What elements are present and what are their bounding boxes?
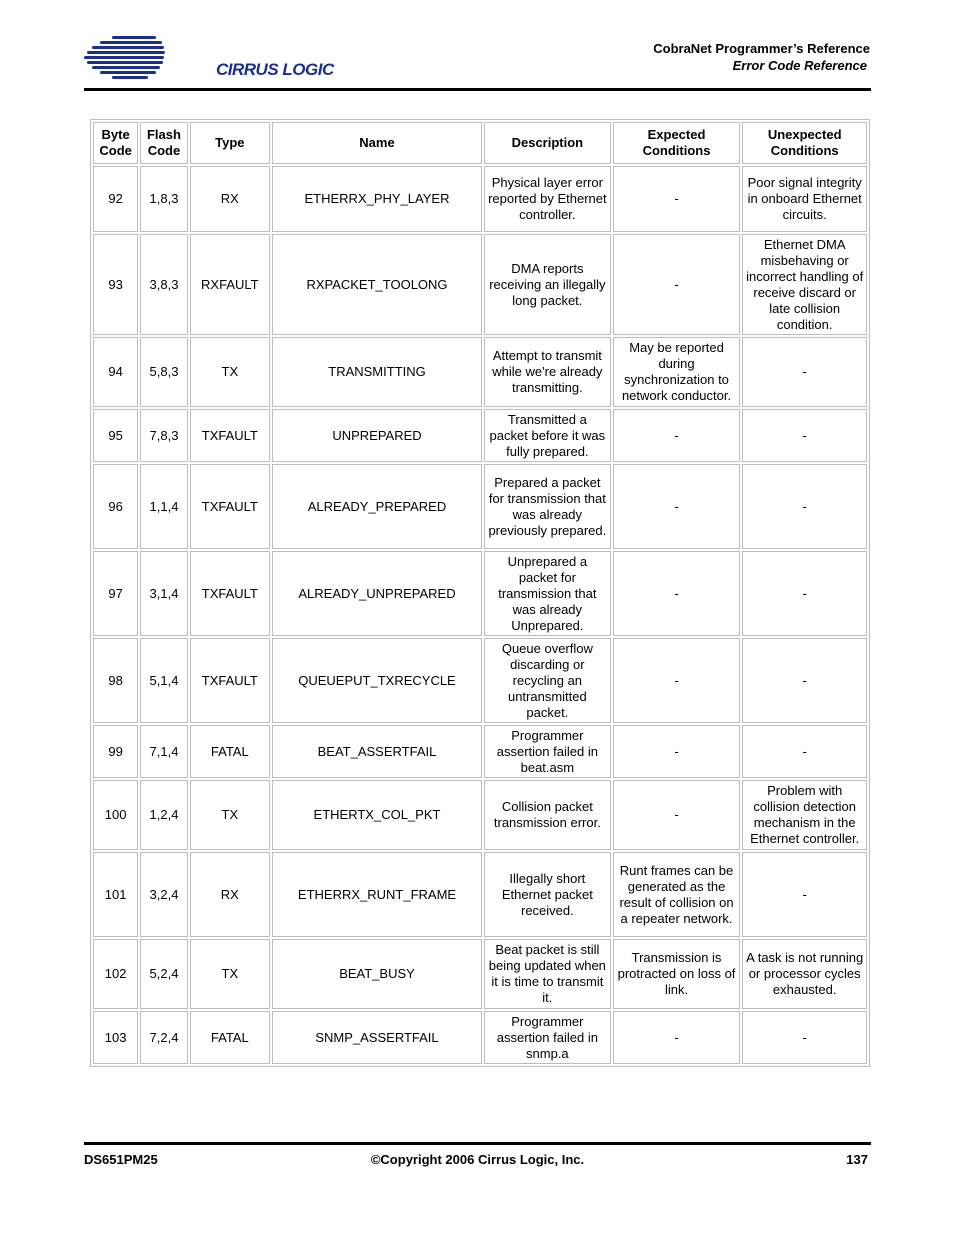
cell-unexpected-conditions: - [742, 1011, 867, 1064]
cell-expected-conditions: Transmission is protracted on loss of link. [613, 939, 741, 1009]
cell-flash-code: 7,8,3 [140, 409, 187, 462]
table-row [93, 409, 867, 462]
cell-expected-conditions: - [613, 1011, 741, 1064]
cell-unexpected-conditions: - [742, 409, 867, 462]
cell-name: ETHERRX_PHY_LAYER [272, 166, 482, 232]
cell-unexpected-conditions: - [742, 464, 867, 549]
cell-unexpected-conditions: Poor signal integrity in onboard Ethernet circuits. [742, 166, 867, 232]
page-footer [84, 1152, 871, 1170]
column-header-description: Description [484, 122, 611, 164]
table-row [93, 638, 867, 723]
cell-description: Attempt to transmit while we're already transmitting. [484, 337, 611, 407]
column-header-name: Name [272, 122, 482, 164]
cell-type: FATAL [190, 725, 270, 778]
cell-unexpected-conditions: - [742, 638, 867, 723]
cell-expected-conditions: - [613, 551, 741, 636]
cell-type: TXFAULT [190, 464, 270, 549]
header-rule [84, 88, 871, 91]
table-row [93, 464, 867, 549]
cell-description: Unprepared a packet for transmission that was already Unprepared. [484, 551, 611, 636]
cell-byte-code: 100 [93, 780, 138, 850]
cell-expected-conditions: - [613, 725, 741, 778]
cell-byte-code: 99 [93, 725, 138, 778]
column-header-byte-code: Byte Code [93, 122, 138, 164]
document-id: DS651PM25 [84, 1152, 158, 1167]
cell-expected-conditions: - [613, 409, 741, 462]
cell-type: RXFAULT [190, 234, 270, 335]
cell-name: QUEUEPUT_TXRECYCLE [272, 638, 482, 723]
cell-flash-code: 5,1,4 [140, 638, 187, 723]
cell-description: Beat packet is still being updated when it is time to transmit it. [484, 939, 611, 1009]
table-row [93, 852, 867, 937]
cell-flash-code: 7,1,4 [140, 725, 187, 778]
table-row [93, 337, 867, 407]
page-header [653, 40, 870, 74]
cell-unexpected-conditions: Problem with collision detection mechanism in the Ethernet controller. [742, 780, 867, 850]
cell-byte-code: 103 [93, 1011, 138, 1064]
cell-name: BEAT_ASSERTFAIL [272, 725, 482, 778]
cell-byte-code: 97 [93, 551, 138, 636]
cell-byte-code: 95 [93, 409, 138, 462]
footer-rule [84, 1142, 871, 1145]
table-row [93, 939, 867, 1009]
cell-unexpected-conditions: - [742, 337, 867, 407]
cell-description: Illegally short Ethernet packet received. [484, 852, 611, 937]
cell-description: DMA reports receiving an illegally long packet. [484, 234, 611, 335]
cell-flash-code: 1,8,3 [140, 166, 187, 232]
cell-name: TRANSMITTING [272, 337, 482, 407]
cell-expected-conditions: - [613, 638, 741, 723]
cell-type: TX [190, 939, 270, 1009]
section-title: Error Code Reference [732, 58, 867, 73]
cell-name: ALREADY_PREPARED [272, 464, 482, 549]
table-header-row [93, 122, 867, 164]
cell-byte-code: 98 [93, 638, 138, 723]
cell-expected-conditions: - [613, 234, 741, 335]
cell-flash-code: 1,1,4 [140, 464, 187, 549]
cell-flash-code: 3,1,4 [140, 551, 187, 636]
table-row [93, 725, 867, 778]
cell-type: FATAL [190, 1011, 270, 1064]
cell-expected-conditions: - [613, 166, 741, 232]
cell-description: Transmitted a packet before it was fully prepared. [484, 409, 611, 462]
cell-flash-code: 1,2,4 [140, 780, 187, 850]
cell-flash-code: 5,2,4 [140, 939, 187, 1009]
cell-name: RXPACKET_TOOLONG [272, 234, 482, 335]
logo-globe-icon [84, 34, 214, 80]
cell-name: SNMP_ASSERTFAIL [272, 1011, 482, 1064]
cell-type: RX [190, 166, 270, 232]
cell-description: Prepared a packet for transmission that was already previously prepared. [484, 464, 611, 549]
cell-unexpected-conditions: - [742, 852, 867, 937]
cell-name: ALREADY_UNPREPARED [272, 551, 482, 636]
cell-unexpected-conditions: - [742, 725, 867, 778]
cell-byte-code: 96 [93, 464, 138, 549]
table-row [93, 234, 867, 335]
cirrus-logic-logo [84, 34, 334, 80]
cell-name: BEAT_BUSY [272, 939, 482, 1009]
copyright-notice: ©Copyright 2006 Cirrus Logic, Inc. [370, 1152, 585, 1167]
table-body [93, 166, 867, 1064]
cell-expected-conditions: - [613, 464, 741, 549]
cell-description: Queue overflow discarding or recycling an untransmitted packet. [484, 638, 611, 723]
cell-description: Physical layer error reported by Ethernet controller. [484, 166, 611, 232]
cell-expected-conditions: May be reported during synchronization to network conductor. [613, 337, 741, 407]
cell-flash-code: 5,8,3 [140, 337, 187, 407]
cell-description: Programmer assertion failed in beat.asm [484, 725, 611, 778]
cell-description: Collision packet transmission error. [484, 780, 611, 850]
cell-type: TX [190, 780, 270, 850]
column-header-type: Type [190, 122, 270, 164]
cell-unexpected-conditions: A task is not running or processor cycles exhausted. [742, 939, 867, 1009]
cell-expected-conditions: - [613, 780, 741, 850]
cell-type: RX [190, 852, 270, 937]
column-header-expected-conditions: Expected Conditions [613, 122, 741, 164]
error-code-table-container [90, 119, 870, 1067]
table-row [93, 780, 867, 850]
cell-unexpected-conditions: Ethernet DMA misbehaving or incorrect handling of receive discard or late collision condition. [742, 234, 867, 335]
cell-type: TXFAULT [190, 551, 270, 636]
cell-flash-code: 7,2,4 [140, 1011, 187, 1064]
cell-byte-code: 93 [93, 234, 138, 335]
page-number: 137 [846, 1152, 868, 1167]
logo-text: CIRRUS LOGIC [216, 60, 334, 79]
cell-byte-code: 101 [93, 852, 138, 937]
table-row [93, 1011, 867, 1064]
cell-type: TXFAULT [190, 409, 270, 462]
table-row [93, 166, 867, 232]
table-row [93, 551, 867, 636]
cell-description: Programmer assertion failed in snmp.a [484, 1011, 611, 1064]
cell-type: TX [190, 337, 270, 407]
cell-byte-code: 92 [93, 166, 138, 232]
cell-name: UNPREPARED [272, 409, 482, 462]
cell-unexpected-conditions: - [742, 551, 867, 636]
cell-byte-code: 94 [93, 337, 138, 407]
cell-name: ETHERRX_RUNT_FRAME [272, 852, 482, 937]
cell-name: ETHERTX_COL_PKT [272, 780, 482, 850]
cell-flash-code: 3,2,4 [140, 852, 187, 937]
column-header-unexpected-conditions: Unexpected Conditions [742, 122, 867, 164]
cell-type: TXFAULT [190, 638, 270, 723]
cell-expected-conditions: Runt frames can be generated as the result of collision on a repeater network. [613, 852, 741, 937]
column-header-flash-code: Flash Code [140, 122, 187, 164]
cell-byte-code: 102 [93, 939, 138, 1009]
document-title: CobraNet Programmer’s Reference [653, 41, 870, 56]
cell-flash-code: 3,8,3 [140, 234, 187, 335]
error-code-table [90, 119, 870, 1067]
